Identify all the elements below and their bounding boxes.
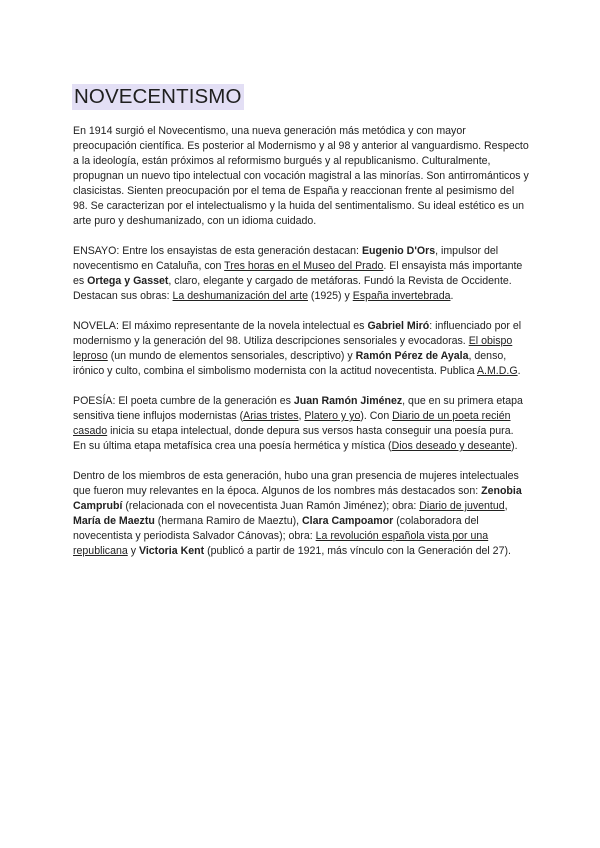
work-title: Diario de un poeta recién casado — [73, 410, 511, 437]
work-title: Arias tristes — [243, 410, 299, 422]
document-body — [73, 124, 529, 574]
work-title: España invertebrada — [352, 290, 451, 302]
work-title: Diario de juventud — [419, 500, 505, 512]
work-title: El obispo leproso — [73, 335, 513, 362]
work-title: Platero y yo — [304, 410, 361, 422]
novela-paragraph: NOVELA: El máximo representante de la novela intelectual es Gabriel Miró: influenciado por el modernismo y la generación del 98. Utiliza descripciones sensoriales y evocadoras. El obispo leproso (un mundo de elementos sensoriales, descriptivo) y Ramón Pérez de Ayala, denso, irónico y culto, combina el simbolismo modernista con la actitud novecentista. Publica A.M.D.G. — [73, 320, 522, 377]
ensayo-paragraph: ENSAYO: Entre los ensayistas de esta generación destacan: Eugenio D'Ors, impulsor del novecentismo en Cataluña, con Tres horas en el Museo del Prado. El ensayista más importante es Ortega y Gasset, claro, elegante y cargado de metáforas. Fundó la Revista de Occidente. Destacan sus obras: La deshumanización del arte (1925) y España invertebrada. — [73, 245, 523, 302]
poesia-paragraph: POESÍA: El poeta cumbre de la generación es Juan Ramón Jiménez, que en su primera etapa sensitiva tiene influjos modernistas (Arias tristes, Platero y yo). Con Diario de un poeta recién casado inicia su etapa intelectual, donde depura sus versos hasta conseguir una poesía pura. En su última etapa metafísica crea una poesía hermética y mística (Dios deseado y deseante). — [73, 395, 523, 452]
author-name: Victoria Kent — [138, 545, 205, 557]
author-name: Eugenio D'Ors — [361, 245, 436, 257]
work-title: La revolución española vista por una republicana — [73, 530, 489, 557]
mujeres-paragraph: Dentro de los miembros de esta generación, hubo una gran presencia de mujeres intelectuales que fueron muy relevantes en la época. Algunos de los nombres más destacados son: Zenobia Camprubí (relacionada con el novecentista Juan Ramón Jiménez); obra: Diario de juventud, María de Maeztu (hermana Ramiro de Maeztu), Clara Campoamor (colaboradora del novecentista y periodista Salvador Cánovas); obra: La revolución española vista por una republicana y Victoria Kent (publicó a partir de 1921, más vínculo con la Generación del 27). — [73, 470, 522, 557]
author-name: Clara Campoamor — [302, 515, 394, 527]
work-title: A.M.D.G — [476, 365, 518, 377]
author-name: Ramón Pérez de Ayala — [355, 350, 469, 362]
intro-paragraph: En 1914 surgió el Novecentismo, una nueva generación más metódica y con mayor preocupación científica. Es posterior al Modernismo y al 98 y anterior al vanguardismo. Respecto a la ideología, están próximos al reformismo burgués y al republicanismo. Culturalmente, propugnan un nuevo tipo intelectual con vocación magistral a las minorías. Son antirrománticos y clasicistas. Sienten preocupación por el tema de España y reaccionan frente al pesimismo del 98. Se caracterizan por el intelectualismo y la huida del sentimentalismo. Su ideal estético es un arte puro y deshumanizado, con un idioma cuidado. — [73, 125, 529, 227]
work-title: Dios deseado y deseante — [391, 440, 512, 452]
page-title: NOVECENTISMO — [74, 85, 242, 108]
work-title: Tres horas en el Museo del Prado — [224, 260, 384, 272]
author-name: Zenobia Camprubí — [73, 485, 522, 512]
author-name: Juan Ramón Jiménez — [293, 395, 403, 407]
work-title: La deshumanización del arte — [172, 290, 308, 302]
author-name: Ortega y Gasset — [87, 275, 169, 287]
author-name: María de Maeztu — [73, 515, 155, 527]
author-name: Gabriel Miró — [367, 320, 430, 332]
